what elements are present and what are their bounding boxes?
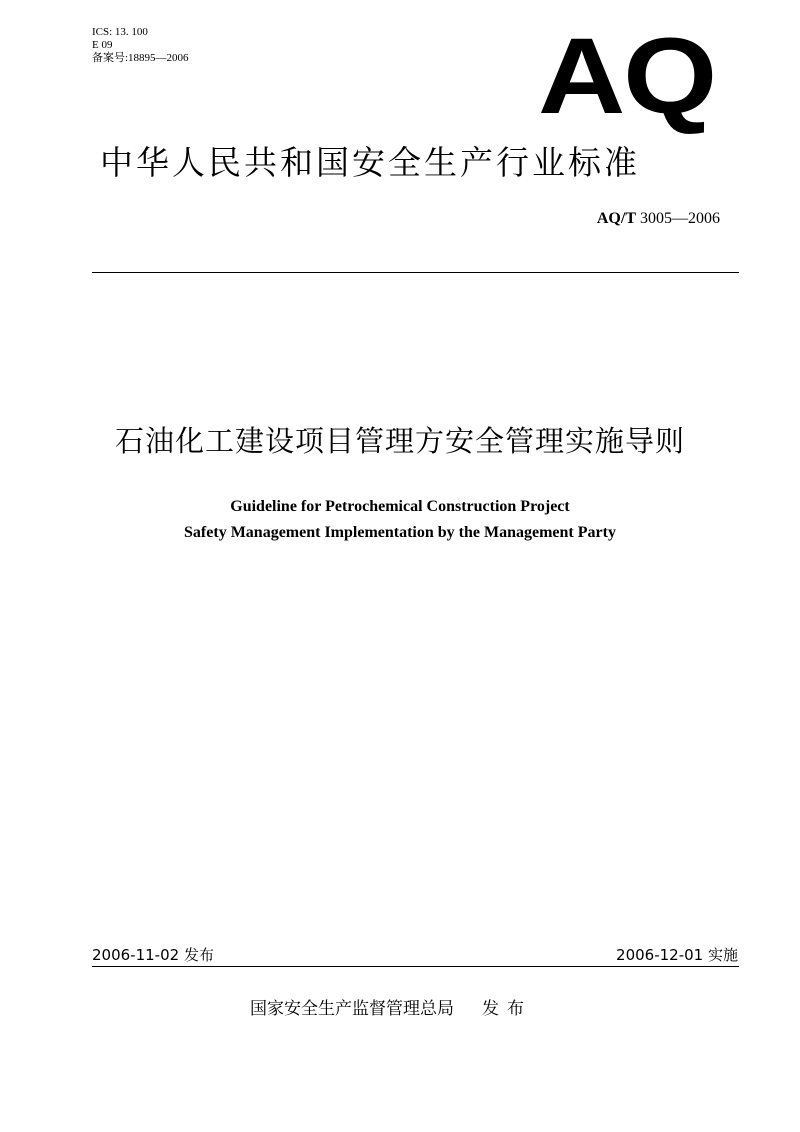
effective-date: 2006-12-01 实施 [616,946,738,964]
header-divider [92,272,739,273]
english-title-line-2: Safety Management Implementation by the Management Party [184,524,616,541]
standard-code-number: 3005—2006 [640,210,720,227]
issuer-action: 发布 [482,999,532,1019]
document-title-chinese: 石油化工建设项目管理方安全管理实施导则 [114,424,685,458]
english-title-line-1: Guideline for Petrochemical Construction Project [230,498,570,515]
ics-number: ICS: 13. 100 [92,26,148,38]
issuer-name: 国家安全生产监督管理总局 [250,999,454,1019]
record-number: 备案号:18895—2006 [92,52,189,64]
document-title-english [0,494,800,546]
standard-category-title: 中华人民共和国安全生产行业标准 [100,143,640,182]
standard-number [597,210,720,228]
issuing-authority [250,994,532,1019]
aq-logo: AQ [538,15,715,136]
classification-code: E 09 [92,39,113,51]
standard-code-prefix: AQ/T [596,210,636,227]
footer-divider [92,966,739,967]
document-metadata [92,26,189,65]
issue-date: 2006-11-02 发布 [92,946,214,964]
